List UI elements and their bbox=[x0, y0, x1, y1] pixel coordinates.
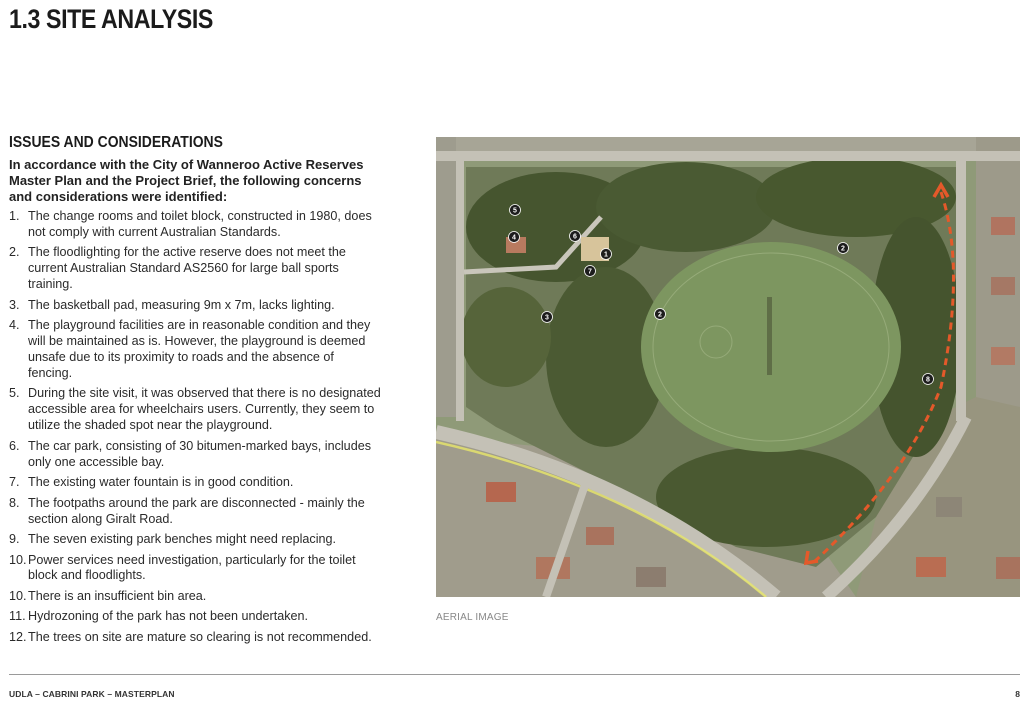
footer-document-title: UDLA – CABRINI PARK – MASTERPLAN bbox=[9, 689, 175, 699]
site-marker bbox=[585, 266, 596, 277]
page-title: 1.3 SITE ANALYSIS bbox=[9, 4, 213, 34]
site-marker bbox=[838, 243, 849, 254]
item-number: 10. bbox=[9, 552, 27, 567]
item-number: 4. bbox=[9, 318, 20, 333]
item-number: 11. bbox=[9, 609, 26, 624]
svg-text:1: 1 bbox=[604, 251, 608, 259]
site-marker bbox=[923, 374, 934, 385]
item-text: The playground facilities are in reasonable condition and they will be maintained as is. However, the playground is deemed unsafe due to its proximity to roads and the absence of fencing. bbox=[28, 318, 371, 380]
page-number: 8 bbox=[1015, 689, 1020, 699]
item-number: 12. bbox=[9, 629, 27, 644]
item-text: The basketball pad, measuring 9m x 7m, lacks lighting. bbox=[28, 297, 335, 312]
item-number: 10. bbox=[9, 588, 27, 603]
item-text: The change rooms and toilet block, constructed in 1980, does not comply with current Australian Standards. bbox=[28, 209, 372, 239]
svg-text:5: 5 bbox=[513, 207, 517, 215]
svg-text:6: 6 bbox=[573, 233, 577, 241]
list-item bbox=[9, 245, 381, 293]
list-item bbox=[9, 609, 381, 625]
svg-text:2: 2 bbox=[658, 311, 662, 319]
footer-divider bbox=[9, 674, 1020, 675]
item-number: 8. bbox=[9, 495, 20, 510]
map-caption: AERIAL IMAGE bbox=[436, 612, 509, 623]
item-text: There is an insufficient bin area. bbox=[28, 588, 207, 603]
list-item bbox=[9, 475, 381, 491]
site-marker bbox=[542, 312, 553, 323]
item-text: The existing water fountain is in good condition. bbox=[28, 475, 294, 490]
item-number: 7. bbox=[9, 475, 20, 490]
item-text: The trees on site are mature so clearing is not recommended. bbox=[28, 629, 372, 644]
item-number: 9. bbox=[9, 532, 20, 547]
svg-text:4: 4 bbox=[512, 234, 516, 242]
list-item bbox=[9, 589, 381, 605]
item-text: The floodlighting for the active reserve does not meet the current Australian Standard AS2560 for large ball sports training. bbox=[28, 245, 346, 292]
list-item bbox=[9, 318, 381, 382]
list-item bbox=[9, 630, 381, 646]
item-number: 1. bbox=[9, 209, 20, 223]
list-item bbox=[9, 386, 381, 434]
site-marker bbox=[510, 205, 521, 216]
aerial-image bbox=[436, 137, 1020, 597]
item-text: During the site visit, it was observed that there is no designated accessible area for wheelchairs users. Currently, they seem to utilize the shaded spot near the playground. bbox=[28, 386, 381, 433]
section-intro: In accordance with the City of Wanneroo Active Reserves Master Plan and the Project Brief, the following concerns and considerations were identified: bbox=[9, 157, 364, 204]
list-item bbox=[9, 298, 381, 314]
list-item bbox=[9, 496, 381, 528]
list-item bbox=[9, 209, 381, 241]
item-text: Power services need investigation, particularly for the toilet block and floodlights. bbox=[28, 552, 356, 583]
issues-list bbox=[9, 209, 381, 646]
site-marker bbox=[655, 309, 666, 320]
list-item bbox=[9, 439, 381, 471]
aerial-map-illustration bbox=[436, 137, 1020, 597]
site-marker bbox=[570, 231, 581, 242]
item-text: Hydrozoning of the park has not been undertaken. bbox=[28, 609, 309, 624]
svg-text:2: 2 bbox=[841, 245, 845, 253]
item-text: The seven existing park benches might need replacing. bbox=[28, 532, 337, 547]
site-marker bbox=[509, 232, 520, 243]
item-number: 3. bbox=[9, 297, 20, 312]
item-number: 2. bbox=[9, 245, 20, 260]
list-item bbox=[9, 553, 381, 585]
item-text: The car park, consisting of 30 bitumen-marked bays, includes only one accessible bay. bbox=[28, 438, 371, 469]
item-number: 5. bbox=[9, 386, 20, 401]
section-heading: ISSUES AND CONSIDERATIONS bbox=[9, 134, 223, 151]
list-item bbox=[9, 532, 381, 548]
site-marker bbox=[601, 249, 612, 260]
item-number: 6. bbox=[9, 438, 20, 453]
svg-text:8: 8 bbox=[926, 376, 930, 384]
svg-text:7: 7 bbox=[588, 268, 592, 276]
svg-text:3: 3 bbox=[545, 314, 549, 322]
issues-section bbox=[9, 134, 429, 650]
item-text: The footpaths around the park are disconnected - mainly the section along Giralt Road. bbox=[28, 495, 365, 526]
